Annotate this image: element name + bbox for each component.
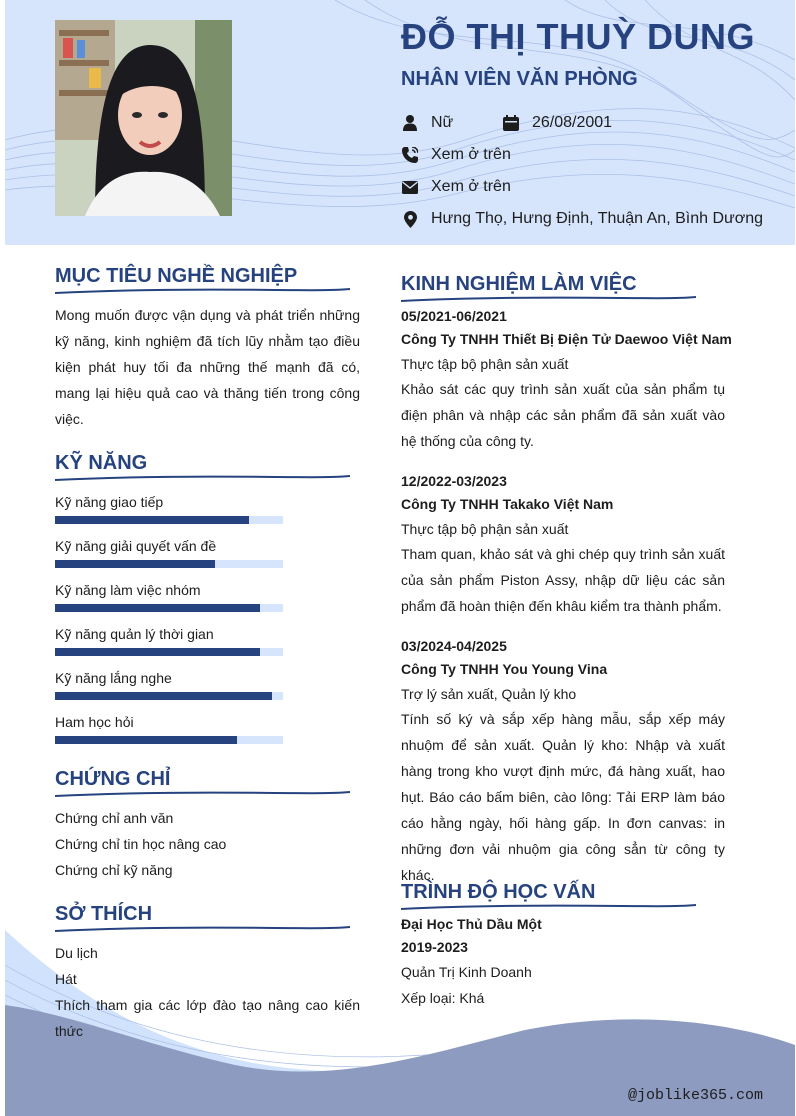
map-pin-icon [401, 210, 419, 228]
skill-item [55, 538, 283, 578]
hobbies-title-underline [55, 925, 350, 935]
experience-period: 03/2024-04/2025 [401, 638, 507, 654]
objective-title-underline [55, 287, 350, 297]
education-grade: Xếp loại: Khá [401, 990, 485, 1006]
skill-name: Kỹ năng giao tiếp [55, 494, 164, 510]
email-row [401, 177, 511, 197]
address-row [401, 209, 763, 229]
calendar-icon [502, 114, 520, 132]
skill-item [55, 714, 283, 754]
birthdate-row [502, 113, 612, 133]
experience-period: 05/2021-06/2021 [401, 308, 507, 324]
skill-bar-track [55, 604, 283, 612]
education-period: 2019-2023 [401, 939, 468, 955]
skill-bar-fill [55, 692, 272, 700]
hobby-item: Thích tham gia các lớp đào tạo nâng cao kiến thức [55, 997, 360, 1039]
skill-name: Ham học hỏi [55, 714, 134, 730]
certificate-item: Chứng chỉ anh văn [55, 810, 174, 826]
experience-title: KINH NGHIỆM LÀM VIỆC [401, 273, 637, 295]
envelope-icon [401, 178, 419, 196]
certificate-item: Chứng chỉ kỹ năng [55, 862, 173, 878]
skill-bar-track [55, 648, 283, 656]
skills-title-underline [55, 474, 350, 484]
certificates-title: CHỨNG CHỈ [55, 768, 171, 790]
skill-bar-track [55, 516, 283, 524]
experience-role: Thực tập bộ phận sản xuất [401, 521, 569, 537]
experience-company: Công Ty TNHH Takako Việt Nam [401, 496, 614, 512]
candidate-name: ĐỖ THỊ THUỲ DUNG [401, 16, 755, 57]
skill-item [55, 626, 283, 666]
skill-bar-fill [55, 604, 260, 612]
address-value: Hưng Thọ, Hưng Định, Thuận An, Bình Dương [431, 210, 763, 227]
skill-bar-fill [55, 516, 249, 524]
hobbies-title: SỞ THÍCH [55, 903, 153, 925]
education-title: TRÌNH ĐỘ HỌC VẤN [401, 881, 596, 903]
experience-company: Công Ty TNHH Thiết Bị Điện Tử Daewoo Việt Nam [401, 331, 732, 347]
experience-title-underline [401, 295, 696, 305]
experience-company: Công Ty TNHH You Young Vina [401, 661, 608, 677]
experience-role: Thực tập bộ phận sản xuất [401, 356, 569, 372]
email-value: Xem ở trên [431, 178, 511, 195]
skill-item [55, 494, 283, 534]
certificate-item: Chứng chỉ tin học nâng cao [55, 836, 227, 852]
objective-title: MỤC TIÊU NGHỀ NGHIỆP [55, 265, 298, 287]
education-major: Quản Trị Kinh Doanh [401, 964, 532, 980]
experience-description: Tham quan, khảo sát và ghi chép quy trình sản xuất của sản phẩm Piston Assy, nhập dữ liệu các sản phẩm đã hoàn thiện đến khâu kiểm tra thành phẩm. [401, 546, 725, 614]
education-school: Đại Học Thủ Dầu Một [401, 916, 542, 932]
skill-name: Kỹ năng lắng nghe [55, 670, 172, 686]
skill-item [55, 670, 283, 710]
skill-name: Kỹ năng giải quyết vấn đề [55, 538, 217, 554]
experience-description: Khảo sát các quy trình sản xuất của sản phẩm tụ điện phân và nhập các sản phẩm đã sản xuất vào hệ thống của công ty. [401, 381, 725, 449]
birthdate-value: 26/08/2001 [532, 114, 613, 131]
objective-text: Mong muốn được vận dụng và phát triển những kỹ năng, kinh nghiệm đã tích lũy nhằm tạo điều kiện phát huy tối đa những thế mạnh đã có, mang lại hiệu quả cao và thăng tiến trong công việc. [55, 307, 360, 427]
experience-period: 12/2022-03/2023 [401, 473, 507, 489]
profile-photo [55, 20, 232, 216]
education-title-underline [401, 903, 696, 913]
experience-role: Trợ lý sản xuất, Quản lý kho [401, 686, 577, 702]
user-icon [401, 114, 419, 132]
skill-name: Kỹ năng quản lý thời gian [55, 626, 214, 642]
phone-row [401, 145, 511, 165]
skill-item [55, 582, 283, 622]
watermark: @joblike365.com [628, 1087, 764, 1104]
skill-bar-track [55, 736, 283, 744]
skill-bar-track [55, 560, 283, 568]
gender-value: Nữ [431, 114, 454, 131]
skill-name: Kỹ năng làm việc nhóm [55, 582, 201, 598]
job-title: NHÂN VIÊN VĂN PHÒNG [401, 68, 638, 90]
certificates-title-underline [55, 790, 350, 800]
gender-row [401, 113, 453, 133]
phone-value: Xem ở trên [431, 146, 511, 163]
hobby-item: Hát [55, 971, 77, 987]
skill-bar-fill [55, 560, 215, 568]
skills-title: KỸ NĂNG [55, 452, 148, 474]
hobby-item: Du lịch [55, 945, 98, 961]
phone-icon [401, 146, 419, 164]
skill-bar-fill [55, 648, 260, 656]
experience-description: Tính số ký và sắp xếp hàng mẫu, sắp xếp máy nhuộm để sản xuất. Quản lý kho: Nhập và xuất hàng trong kho vượt định mức, đá hàng xuất, hao hụt. Báo cáo bấm biên, cào lông: Tải ERP làm báo cáo hằng ngày, hối hàng gấp. In đơn canvas: in những đơn vải nhuộm gia công sẳn từ công ty khác. [401, 711, 725, 883]
skill-bar-track [55, 692, 283, 700]
skill-bar-fill [55, 736, 237, 744]
